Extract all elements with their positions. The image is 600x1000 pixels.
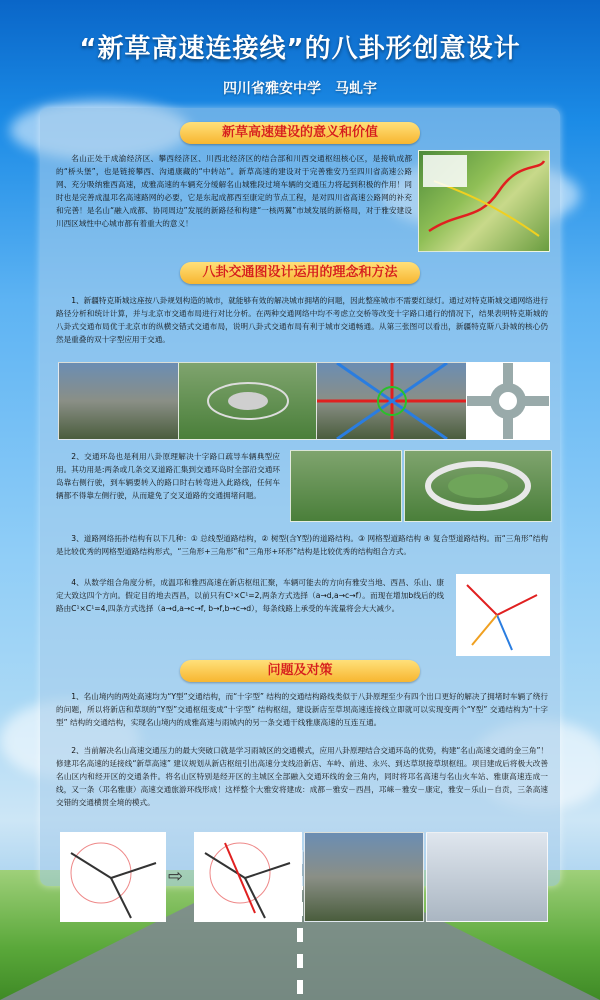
poster-author: 四川省雅安中学 马虬宇 [223,81,377,97]
arrow-icon: ⇨ [168,866,184,887]
roundabout-diagram-graphic [467,363,549,439]
roundabout-photo-1 [290,450,402,522]
highway-map-image [418,150,550,252]
section-1-title: 新草高速建设的意义和价值 [180,122,420,144]
y-junction-diagram [60,832,166,922]
meeting-photo [426,832,548,922]
y-junction-graphic [61,833,165,921]
highway-map-graphic [419,151,549,251]
bagua-road-map [316,362,468,440]
bagua-road-map-graphic [317,363,467,439]
route-diagram-graphic [457,575,549,655]
roundabout-photo-graphic [405,451,551,521]
bagua-city-graphic [179,363,317,439]
section-2-text-2: 2、交通环岛也是利用八卦原理解决十字路口疏导车辆典型应用。其功用是:两条或几条交叉道路汇集到交通环岛时全部沿交通环岛靠右侧行驶，到车辆要转入的路口时右转弯进入此路线，任何车辆都不得靠左侧行驶，从而避免了交叉道路的交通拥堵问题。 [56,452,280,500]
bagua-city-photo-2 [178,362,318,440]
poster-title: “新草高速连接线”的八卦形创意设计 [79,34,521,64]
roundabout-diagram [466,362,550,440]
section-2-title: 八卦交通图设计运用的理念和方法 [180,262,420,284]
site-photo [304,832,424,922]
route-diagram [456,574,550,656]
roundabout-photo-2 [404,450,552,522]
section-1-text: 名山正处于成渝经济区、攀西经济区、川西北经济区的结合部和川西交通枢纽核心区，是接轨成都的“桥头堡”，也是链接攀西、沟通康藏的“中转站”。新草高速的建设对于完善雅安乃至四川省高速公路网、充分吸纳雅西高速，成雅高速的车辆充分缓解名山城雅段过境车辆的交通压力将起到积极的作用！同时也是完善成温邛名高速路网的必要，它是东起成都西至康定的节点工程，是对四川省高速公路网的补充和完善！是名山“融入成都、协同周边”发展的新路径和构建“一核两翼”市域发展的新格局，对于雅安建设川西区域性中心城市都有着重大的意义！ [56,154,412,228]
cross-junction-graphic [195,833,301,921]
section-3-text-2: 2、当前解决名山高速交通压力的最大突破口就是学习雨城区的交通模式，应用八卦原理结合交通环岛的优势，构建“名山高速交通的金三角”！修建邛名高速的延接线“新草高速” 建议规划从新店枢纽引出高速分支线沿新店、车岭、前进、永兴、到达草坝接草坝枢纽。项目建成后将极大改善名山区内和经开区的交通条件。将名山区特别是经开区的主城区全部融入交通环线的金三角内，同时将邛名高速与名山火车站、雅康高速连成一线，又一条（邛名雅康）高速交通旅游环线形成！这样整个大雅安将建成：成都－雅安－西昌，邛崃－雅安－康定，雅安－乐山－自贡，三条高速交错的交通横贯全境的模式。 [56,746,548,807]
section-2-text-4: 4、从数学组合角度分析，成温邛和雅西高速在新店枢纽汇聚，车辆可能去的方向有雅安当地、西昌、乐山、康定大致这四个方向。假定目的地去西昌，以前只有C¹×C¹=2,两条方式选择（a→d,a→c→f）。而现在增加b线后的线路由C¹×C¹=4,四条方式选择（a→d,a→c→f, b→f,b→c→d），每条线路上承受的车流量将会大大减少。 [56,578,444,613]
bagua-city-photo-1 [58,362,180,440]
section-3-text-1: 1、名山境内的两处高速均为“Y型”交通结构，而“十字型” 结构的交通结构路线类似于八卦原理至少有四个出口更好的解决了拥堵时车辆了绕行的问题，所以将新店和草坝的“Y型”交通枢纽变成“十字型” 结构枢纽，建设新店至草坝高速连接线立即就可以实现变两个“Y型” 交通结构为“十字型” 结构的交通结构，实现名山境内的成雅高速与雨城内的另一条交通干线雅康高速的互连互通。 [56,692,548,727]
section-2-text-1: 1、新疆特克斯城这座按八卦规划构造的城市，就能够有效的解决城市拥堵的问题，因此整座城市不需要红绿灯。通过对特克斯城交通网络进行路径分析和统计计算，并与北京市交通布局进行对比分析。在两种交通网络中均不考虑立交桥等改变十字路口通行的情况下，结果表明特克斯城的八卦式交通布局优于北京市的纵横交错式交通布局，说明八卦式交通布局有利于城市交通畅通。从第三张图可以看出，新疆特克斯八卦城的核心仍然是重叠的双十字型应用于交通。 [56,296,548,344]
cross-junction-diagram [194,832,302,922]
section-3-title: 问题及对策 [180,660,420,682]
section-2-text-3: 3、道路网络拓扑结构有以下几种：① 总线型道路结构，② 树型(含Y型)的道路结构。③ 网格型道路结构 ④ 复合型道路结构。而“三角形”结构是比较优秀的网格型道路结构形式，“三角形+三角形”和“三角形+环形”结构是比较优秀的结构组合方式。 [56,534,548,556]
